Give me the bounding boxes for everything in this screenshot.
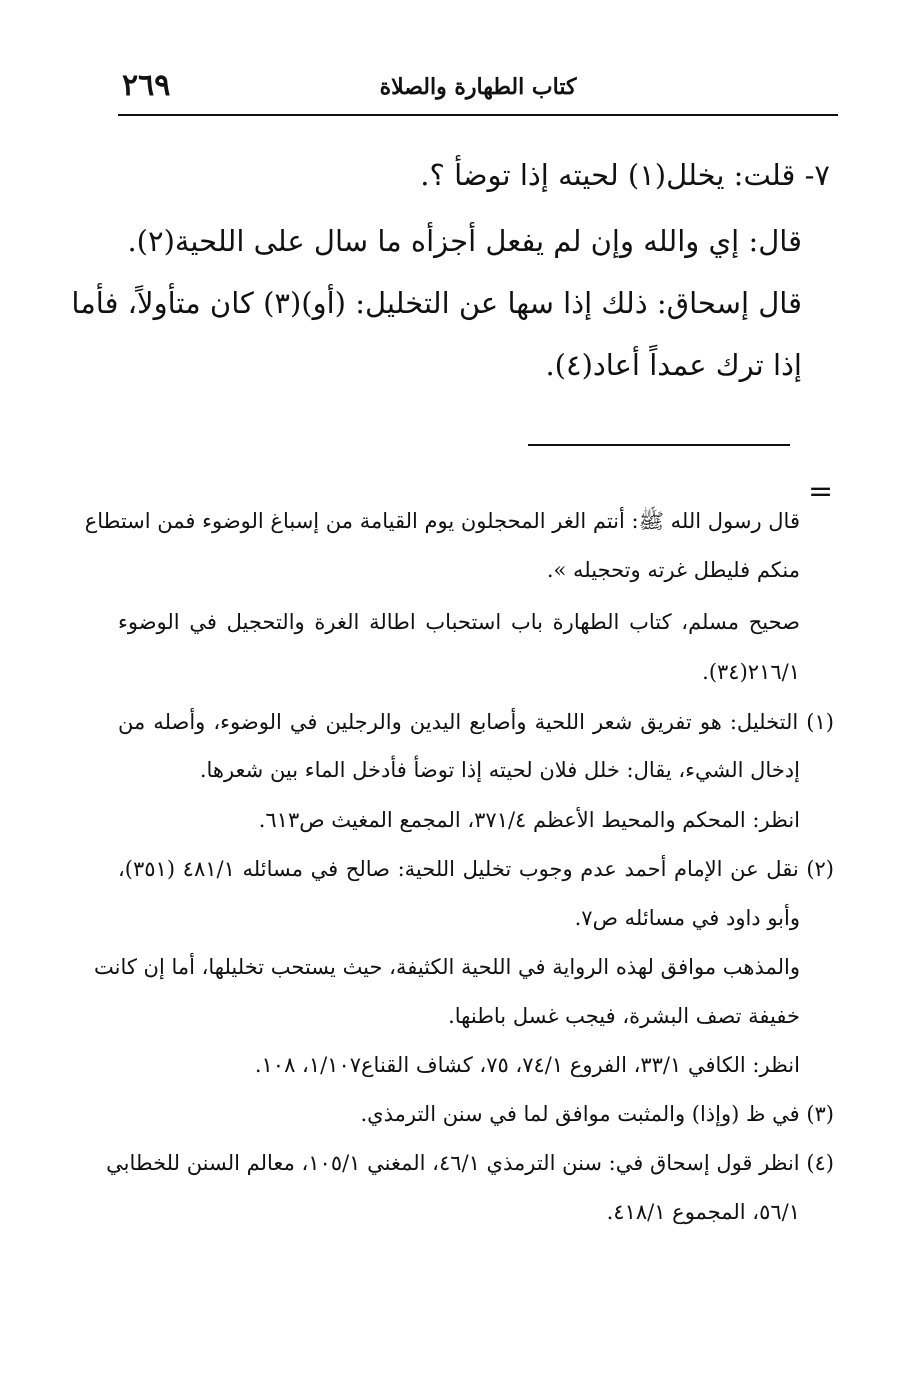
question-line: ٧- قلت: يخلل(١) لحيته إذا توضأ ؟. xyxy=(420,158,830,192)
page-number: ٢٦٩ xyxy=(122,68,171,103)
ishaq-line-2: إذا ترك عمداً أعاد(٤). xyxy=(545,348,802,382)
page-header xyxy=(118,64,838,112)
answer-line: قال: إي والله وإن لم يفعل أجزأه ما سال على اللحية(٢). xyxy=(127,224,802,258)
footnote-line: ٥٦/١، المجموع ٤١٨/١. xyxy=(606,1200,800,1224)
footnote-line: منكم فليطل غرته وتحجيله ». xyxy=(546,558,800,582)
ishaq-line: قال إسحاق: ذلك إذا سها عن التخليل: (أو)(٣) كان متأولاً، فأما xyxy=(71,286,802,320)
footnote-line: إدخال الشيء، يقال: خلل فلان لحيته إذا توضأ فأدخل الماء بين شعرها. xyxy=(199,758,800,782)
footnote-line: صحيح مسلم، كتاب الطهارة باب استحباب اطالة الغرة والتحجيل في الوضوء xyxy=(118,610,800,634)
footnote-1: (١) التخليل: هو تفريق شعر اللحية وأصابع اليدين والرجلين في الوضوء، وأصله من xyxy=(118,710,834,734)
footnote-line: ٢١٦/١(٣٤). xyxy=(702,660,800,684)
footnote-line: قال رسول الله ﷺ: أنتم الغر المحجلون يوم القيامة من إسباغ الوضوء فمن استطاع xyxy=(84,509,800,533)
running-title: كتاب الطهارة والصلاة xyxy=(379,74,577,100)
footnote-line: وأبو داود في مسائله ص٧. xyxy=(574,906,800,930)
footnote-line: خفيفة تصف البشرة، فيجب غسل باطنها. xyxy=(448,1004,800,1028)
footnote-separator xyxy=(528,444,790,446)
continuation-mark: = xyxy=(808,474,834,509)
footnote-line: والمذهب موافق لهذه الرواية في اللحية الكثيفة، حيث يستحب تخليلها، أما إن كانت xyxy=(94,955,800,979)
footnote-line: انظر: المحكم والمحيط الأعظم ٣٧١/٤، المجمع المغيث ص٦١٣. xyxy=(258,808,800,832)
footnote-4: (٤) انظر قول إسحاق في: سنن الترمذي ٤٦/١، المغني ١٠٥/١، معالم السنن للخطابي xyxy=(106,1151,834,1175)
footnote-3: (٣) في ظ (وإذا) والمثبت موافق لما في سنن الترمذي. xyxy=(360,1102,834,1126)
footnote-2: (٢) نقل عن الإمام أحمد عدم وجوب تخليل اللحية: صالح في مسائله ٤٨١/١ (٣٥١)، xyxy=(118,857,834,881)
footnote-line: انظر: الكافي ٣٣/١، الفروع ٧٤/١، ٧٥، كشاف القناع١/١٠٧، ١٠٨. xyxy=(254,1053,800,1077)
header-rule xyxy=(118,114,838,116)
